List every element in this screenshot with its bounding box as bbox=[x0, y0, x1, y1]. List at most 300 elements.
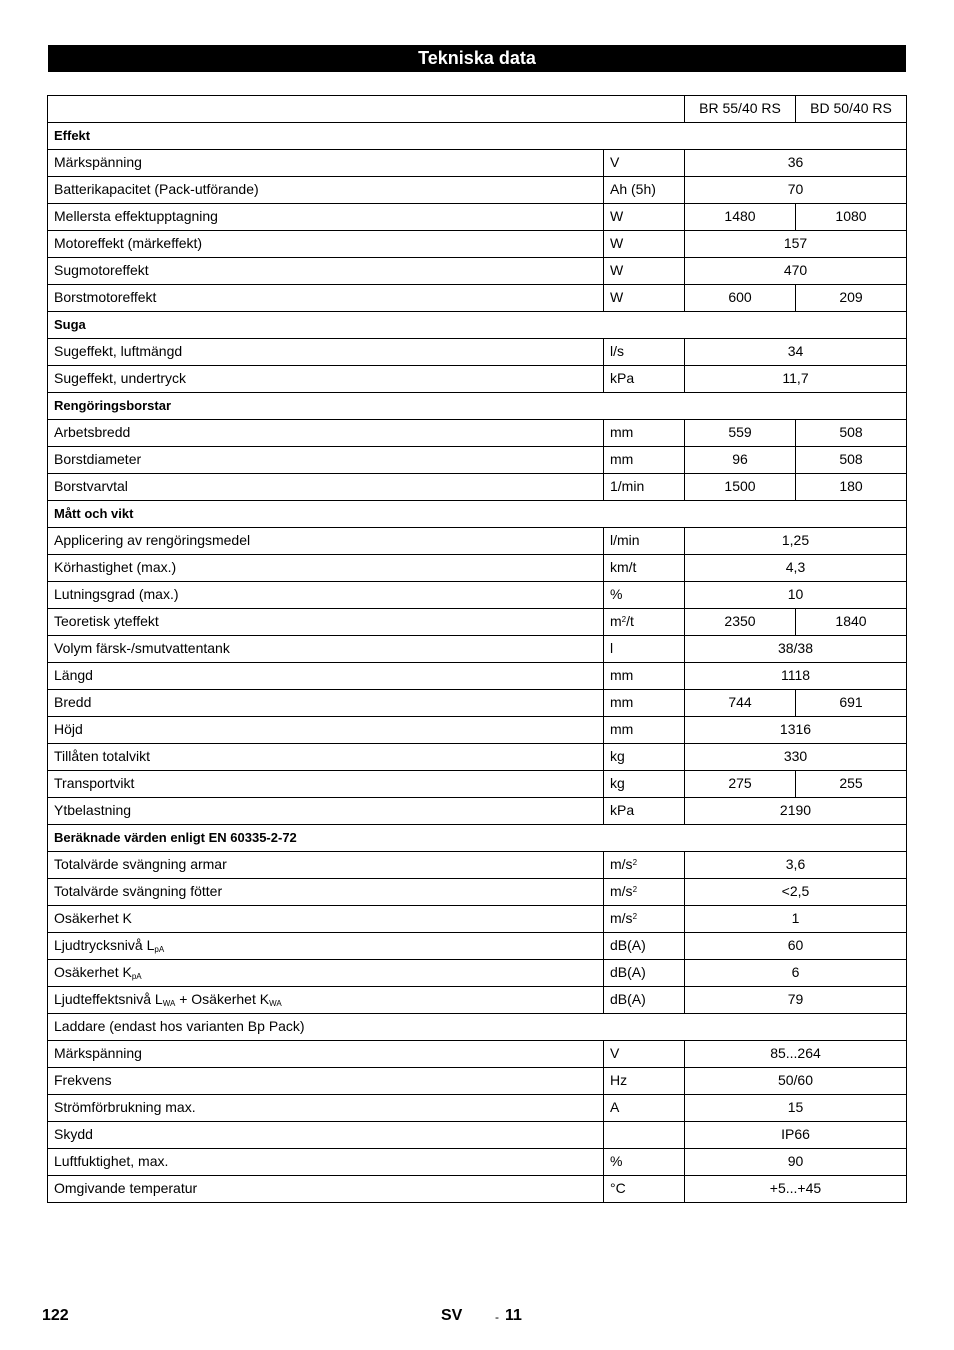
spec-unit-text bbox=[610, 208, 623, 224]
table-row bbox=[48, 582, 907, 609]
spec-value-shared: 10 bbox=[685, 582, 907, 609]
spec-value-br: 1480 bbox=[685, 204, 796, 231]
label-main: Totalvärde svängning armar bbox=[54, 856, 227, 873]
model-header-br: BR 55/40 RS bbox=[685, 96, 796, 123]
table-row bbox=[48, 285, 907, 312]
spec-unit bbox=[604, 366, 685, 393]
label-main: Sugeffekt, luftmängd bbox=[54, 343, 183, 360]
spec-unit bbox=[604, 717, 685, 744]
label-main: Skydd bbox=[54, 1126, 93, 1143]
spec-unit-text bbox=[610, 181, 656, 197]
table-row bbox=[48, 177, 907, 204]
spec-label-text bbox=[54, 1045, 142, 1061]
spec-value-bd: 1080 bbox=[796, 204, 907, 231]
spec-unit-text bbox=[610, 964, 646, 980]
spec-unit-text bbox=[610, 991, 646, 1007]
spec-label-text bbox=[54, 478, 128, 494]
section-heading-row bbox=[48, 312, 907, 339]
spec-unit bbox=[604, 690, 685, 717]
table-row bbox=[48, 879, 907, 906]
spec-label bbox=[48, 906, 604, 933]
spec-unit-text bbox=[610, 559, 636, 575]
spec-unit-text bbox=[610, 883, 637, 899]
spec-label bbox=[48, 474, 604, 501]
spec-label bbox=[48, 339, 604, 366]
unit-main: mm bbox=[610, 451, 634, 468]
spec-value-shared: 38/38 bbox=[685, 636, 907, 663]
spec-unit bbox=[604, 177, 685, 204]
label-main: Totalvärde svängning fötter bbox=[54, 883, 223, 900]
unit-main: Ah (5h) bbox=[610, 181, 656, 198]
spec-label-text bbox=[54, 370, 186, 386]
label-main: Borstdiameter bbox=[54, 451, 142, 468]
spec-unit-text bbox=[610, 424, 633, 440]
spec-unit-text bbox=[610, 478, 644, 494]
label-main: Märkspänning bbox=[54, 154, 142, 171]
spec-value-bd: 508 bbox=[796, 420, 907, 447]
unit-main: % bbox=[610, 586, 623, 603]
label-main: Volym färsk-/smutvattentank bbox=[54, 640, 230, 657]
spec-unit-text bbox=[610, 532, 640, 548]
spec-unit bbox=[604, 663, 685, 690]
section-heading-row bbox=[48, 393, 907, 420]
technical-data-table bbox=[47, 95, 907, 1203]
unit-main: mm bbox=[610, 424, 634, 441]
spec-label-text bbox=[54, 640, 230, 656]
table-row bbox=[48, 474, 907, 501]
unit-main: m/s bbox=[610, 883, 633, 900]
spec-label bbox=[48, 771, 604, 798]
spec-label-text bbox=[54, 532, 250, 548]
unit-main: kg bbox=[610, 748, 625, 765]
spec-label-text bbox=[54, 991, 282, 1007]
unit-main: V bbox=[610, 1045, 620, 1062]
spec-value-shared: 79 bbox=[685, 987, 907, 1014]
spec-unit bbox=[604, 1095, 685, 1122]
page-title: Tekniska data bbox=[48, 45, 906, 72]
spec-label-text bbox=[54, 883, 222, 899]
spec-unit-text bbox=[610, 775, 625, 791]
spec-unit bbox=[604, 231, 685, 258]
spec-label bbox=[48, 555, 604, 582]
table-row bbox=[48, 690, 907, 717]
spec-value-shared: IP66 bbox=[685, 1122, 907, 1149]
table-row bbox=[48, 339, 907, 366]
spec-unit bbox=[604, 1068, 685, 1095]
spec-unit-text bbox=[610, 1180, 626, 1196]
spec-unit bbox=[604, 447, 685, 474]
spec-label bbox=[48, 285, 604, 312]
spec-unit bbox=[604, 987, 685, 1014]
spec-label bbox=[48, 717, 604, 744]
spec-unit bbox=[604, 258, 685, 285]
spec-label-text bbox=[54, 154, 142, 170]
spec-label bbox=[48, 636, 604, 663]
spec-value-shared: 157 bbox=[685, 231, 907, 258]
page-number: 122 bbox=[42, 1307, 69, 1324]
spec-label-text bbox=[54, 1126, 93, 1142]
spec-unit-text bbox=[610, 586, 622, 602]
unit-main: kPa bbox=[610, 370, 635, 387]
spec-label-text bbox=[54, 559, 176, 575]
spec-label-text bbox=[54, 964, 142, 980]
label-main: Sugmotoreffekt bbox=[54, 262, 149, 279]
label-subscript: pA bbox=[131, 971, 142, 981]
table-row bbox=[48, 150, 907, 177]
spec-unit-text bbox=[610, 667, 633, 683]
label-main: Osäkerhet K bbox=[54, 963, 132, 980]
spec-value-br: 275 bbox=[685, 771, 796, 798]
section-heading: Mått och vikt bbox=[48, 501, 907, 528]
spec-label-text bbox=[54, 775, 134, 791]
spec-label bbox=[48, 690, 604, 717]
label-main: Luftfuktighet, max. bbox=[54, 1153, 169, 1170]
spec-label bbox=[48, 150, 604, 177]
spec-label bbox=[48, 933, 604, 960]
spec-label-text bbox=[54, 856, 227, 872]
spec-label bbox=[48, 204, 604, 231]
unit-main: Hz bbox=[610, 1072, 628, 1089]
unit-main: l/s bbox=[610, 343, 624, 360]
spec-unit bbox=[604, 1176, 685, 1203]
section-heading-row bbox=[48, 501, 907, 528]
spec-value-br: 1500 bbox=[685, 474, 796, 501]
spec-unit bbox=[604, 744, 685, 771]
spec-unit bbox=[604, 285, 685, 312]
model-header-bd: BD 50/40 RS bbox=[796, 96, 907, 123]
label-main: Ljudteffektsnivå L bbox=[54, 990, 163, 1007]
spec-value-br: 2350 bbox=[685, 609, 796, 636]
spec-unit bbox=[604, 204, 685, 231]
label-main: Körhastighet (max.) bbox=[54, 559, 177, 576]
spec-label bbox=[48, 798, 604, 825]
spec-label-text bbox=[54, 451, 141, 467]
spec-value-bd: 255 bbox=[796, 771, 907, 798]
spec-unit-text bbox=[610, 640, 613, 656]
spec-unit bbox=[604, 771, 685, 798]
language-code: SV bbox=[441, 1307, 463, 1324]
spec-value-shared: 36 bbox=[685, 150, 907, 177]
spec-label-text bbox=[54, 1099, 196, 1115]
unit-main: W bbox=[610, 235, 624, 252]
unit-main: A bbox=[610, 1099, 620, 1116]
spec-unit-text bbox=[610, 748, 625, 764]
spec-value-shared: 15 bbox=[685, 1095, 907, 1122]
spec-label bbox=[48, 879, 604, 906]
spec-label-text bbox=[54, 424, 130, 440]
label-main: Märkspänning bbox=[54, 1045, 142, 1062]
spec-label-text bbox=[54, 910, 132, 926]
table-row bbox=[48, 258, 907, 285]
label-main: Motoreffekt (märkeffekt) bbox=[54, 235, 203, 252]
spec-unit-text bbox=[610, 235, 623, 251]
spec-unit bbox=[604, 474, 685, 501]
spec-unit-text bbox=[610, 451, 633, 467]
spec-label bbox=[48, 1041, 604, 1068]
spec-label bbox=[48, 852, 604, 879]
table-row bbox=[48, 987, 907, 1014]
spec-label-text bbox=[54, 262, 149, 278]
section-heading-row bbox=[48, 825, 907, 852]
spec-label-text bbox=[54, 721, 83, 737]
table-row bbox=[48, 528, 907, 555]
label-main: Mellersta effektupptagning bbox=[54, 208, 218, 225]
footer-dash: - bbox=[495, 1310, 499, 1324]
spec-label bbox=[48, 1095, 604, 1122]
spec-value-br: 559 bbox=[685, 420, 796, 447]
unit-main: 1/min bbox=[610, 478, 645, 495]
spec-value-shared: 1 bbox=[685, 906, 907, 933]
spec-label bbox=[48, 960, 604, 987]
unit-superscript: 2 bbox=[632, 885, 638, 895]
spec-label bbox=[48, 420, 604, 447]
spec-unit bbox=[604, 906, 685, 933]
spec-unit bbox=[604, 528, 685, 555]
spec-unit-text bbox=[610, 1072, 627, 1088]
spec-value-shared: <2,5 bbox=[685, 879, 907, 906]
spec-value-br: 744 bbox=[685, 690, 796, 717]
spec-value-shared: 34 bbox=[685, 339, 907, 366]
table-row bbox=[48, 609, 907, 636]
spec-label bbox=[48, 582, 604, 609]
spec-label-text bbox=[54, 613, 159, 629]
spec-unit bbox=[604, 1149, 685, 1176]
label-main: Osäkerhet K bbox=[54, 910, 132, 927]
table-row bbox=[48, 906, 907, 933]
spec-value-shared: 70 bbox=[685, 177, 907, 204]
spec-label-text bbox=[54, 181, 259, 197]
unit-main: km/t bbox=[610, 559, 637, 576]
unit-main: W bbox=[610, 262, 624, 279]
spec-unit bbox=[604, 933, 685, 960]
spec-value-shared: 330 bbox=[685, 744, 907, 771]
spec-value-bd: 1840 bbox=[796, 609, 907, 636]
subheading: Laddare (endast hos varianten Bp Pack) bbox=[48, 1014, 907, 1041]
table-row bbox=[48, 555, 907, 582]
spec-unit-text bbox=[610, 613, 634, 629]
unit-main: mm bbox=[610, 721, 634, 738]
spec-label-text bbox=[54, 937, 164, 953]
label-main: Arbetsbredd bbox=[54, 424, 131, 441]
label-main: Transportvikt bbox=[54, 775, 135, 792]
spec-unit-text bbox=[610, 856, 637, 872]
table-row bbox=[48, 852, 907, 879]
spec-unit bbox=[604, 555, 685, 582]
spec-unit-text bbox=[610, 802, 634, 818]
table-row bbox=[48, 744, 907, 771]
spec-value-shared: 1316 bbox=[685, 717, 907, 744]
label-main: Teoretisk yteffekt bbox=[54, 613, 159, 630]
label-main: Lutningsgrad (max.) bbox=[54, 586, 179, 603]
table-row bbox=[48, 663, 907, 690]
spec-unit-text bbox=[610, 694, 633, 710]
spec-value-shared: +5...+45 bbox=[685, 1176, 907, 1203]
spec-label-text bbox=[54, 802, 131, 818]
spec-label-text bbox=[54, 1072, 112, 1088]
spec-label bbox=[48, 1176, 604, 1203]
table-row bbox=[48, 798, 907, 825]
spec-value-bd: 691 bbox=[796, 690, 907, 717]
spec-unit-text bbox=[610, 910, 637, 926]
table-row bbox=[48, 960, 907, 987]
spec-unit bbox=[604, 636, 685, 663]
spec-value-shared: 85...264 bbox=[685, 1041, 907, 1068]
label-main: Höjd bbox=[54, 721, 83, 738]
label-main: Batterikapacitet (Pack-utförande) bbox=[54, 181, 259, 198]
unit-main: dB(A) bbox=[610, 991, 646, 1008]
spec-value-shared: 1118 bbox=[685, 663, 907, 690]
spec-unit bbox=[604, 960, 685, 987]
spec-label-text bbox=[54, 694, 91, 710]
table-row bbox=[48, 933, 907, 960]
spec-unit-text bbox=[610, 1153, 622, 1169]
spec-value-shared: 90 bbox=[685, 1149, 907, 1176]
table-row bbox=[48, 204, 907, 231]
spec-value-shared: 2190 bbox=[685, 798, 907, 825]
unit-main: l bbox=[610, 640, 614, 657]
label-continuation: + Osäkerhet K bbox=[175, 990, 270, 1007]
spec-label-text bbox=[54, 1153, 168, 1169]
spec-label bbox=[48, 258, 604, 285]
spec-label bbox=[48, 987, 604, 1014]
unit-main: mm bbox=[610, 694, 634, 711]
spec-label bbox=[48, 663, 604, 690]
unit-main: l/min bbox=[610, 532, 640, 549]
unit-suffix: /t bbox=[626, 613, 634, 630]
spec-value-bd: 209 bbox=[796, 285, 907, 312]
spec-unit bbox=[604, 852, 685, 879]
label-main: Längd bbox=[54, 667, 93, 684]
spec-value-shared: 470 bbox=[685, 258, 907, 285]
unit-main: dB(A) bbox=[610, 937, 646, 954]
table-row bbox=[48, 420, 907, 447]
spec-unit-text bbox=[610, 721, 633, 737]
unit-main: kg bbox=[610, 775, 625, 792]
spec-unit-text bbox=[610, 1099, 619, 1115]
unit-superscript: 2 bbox=[632, 858, 638, 868]
unit-main: W bbox=[610, 289, 624, 306]
table-row bbox=[48, 366, 907, 393]
spec-unit bbox=[604, 609, 685, 636]
label-main: Bredd bbox=[54, 694, 92, 711]
spec-unit-text bbox=[610, 1045, 619, 1061]
spec-label bbox=[48, 177, 604, 204]
unit-main: kPa bbox=[610, 802, 635, 819]
spec-label bbox=[48, 609, 604, 636]
spec-label bbox=[48, 231, 604, 258]
table-row bbox=[48, 1041, 907, 1068]
table-row bbox=[48, 1176, 907, 1203]
spec-label-text bbox=[54, 748, 150, 764]
section-heading-row bbox=[48, 123, 907, 150]
table-row bbox=[48, 717, 907, 744]
section-heading: Effekt bbox=[48, 123, 907, 150]
section-page-number: 11 bbox=[505, 1307, 522, 1324]
label-main: Omgivande temperatur bbox=[54, 1180, 198, 1197]
table-row bbox=[48, 1068, 907, 1095]
spec-value-shared: 3,6 bbox=[685, 852, 907, 879]
spec-unit-text bbox=[610, 289, 623, 305]
spec-unit bbox=[604, 798, 685, 825]
spec-unit bbox=[604, 1041, 685, 1068]
spec-value-bd: 180 bbox=[796, 474, 907, 501]
unit-main: W bbox=[610, 208, 624, 225]
label-main: Ljudtrycksnivå L bbox=[54, 936, 155, 953]
unit-main: % bbox=[610, 1153, 623, 1170]
spec-label-text bbox=[54, 586, 179, 602]
unit-main: m bbox=[610, 613, 622, 630]
spec-unit bbox=[604, 1122, 685, 1149]
unit-main: °C bbox=[610, 1180, 626, 1197]
spec-label bbox=[48, 447, 604, 474]
section-heading: Suga bbox=[48, 312, 907, 339]
spec-unit bbox=[604, 420, 685, 447]
table-row bbox=[48, 1149, 907, 1176]
unit-main: m/s bbox=[610, 856, 633, 873]
section-heading: Beräknade värden enligt EN 60335-2-72 bbox=[48, 825, 907, 852]
table-row bbox=[48, 231, 907, 258]
table-header-row bbox=[48, 96, 907, 123]
label-subscript: WA bbox=[162, 998, 176, 1008]
unit-main: dB(A) bbox=[610, 964, 646, 981]
spec-unit bbox=[604, 879, 685, 906]
label-main: Applicering av rengöringsmedel bbox=[54, 532, 251, 549]
spec-unit-text bbox=[610, 937, 646, 953]
spec-label-text bbox=[54, 667, 93, 683]
spec-label bbox=[48, 1122, 604, 1149]
spec-label-text bbox=[54, 208, 218, 224]
spec-unit-text bbox=[610, 370, 634, 386]
spec-value-shared: 4,3 bbox=[685, 555, 907, 582]
spec-label-text bbox=[54, 235, 202, 251]
unit-main: m/s bbox=[610, 910, 633, 927]
spec-unit-text bbox=[610, 343, 624, 359]
table-row bbox=[48, 1122, 907, 1149]
table-row bbox=[48, 1095, 907, 1122]
spec-value-shared: 60 bbox=[685, 933, 907, 960]
label-main: Frekvens bbox=[54, 1072, 112, 1089]
label-subscript: WA bbox=[269, 998, 282, 1008]
spec-unit-text bbox=[610, 262, 623, 278]
spec-value-shared: 50/60 bbox=[685, 1068, 907, 1095]
unit-main: V bbox=[610, 154, 620, 171]
label-main: Tillåten totalvikt bbox=[54, 748, 150, 765]
unit-main: mm bbox=[610, 667, 634, 684]
table-row bbox=[48, 771, 907, 798]
table-row bbox=[48, 447, 907, 474]
spec-label bbox=[48, 744, 604, 771]
label-main: Borstvarvtal bbox=[54, 478, 128, 495]
table-row bbox=[48, 636, 907, 663]
spec-value-shared: 1,25 bbox=[685, 528, 907, 555]
spec-label bbox=[48, 1149, 604, 1176]
spec-label bbox=[48, 528, 604, 555]
label-main: Borstmotoreffekt bbox=[54, 289, 157, 306]
spec-label bbox=[48, 1068, 604, 1095]
spec-unit bbox=[604, 582, 685, 609]
spec-label-text bbox=[54, 1180, 197, 1196]
unit-superscript: 2 bbox=[632, 912, 638, 922]
spec-unit bbox=[604, 339, 685, 366]
spec-value-shared: 11,7 bbox=[685, 366, 907, 393]
label-subscript: pA bbox=[154, 944, 165, 954]
header-blank-cell bbox=[48, 96, 685, 123]
section-heading: Rengöringsborstar bbox=[48, 393, 907, 420]
spec-value-br: 96 bbox=[685, 447, 796, 474]
spec-value-bd: 508 bbox=[796, 447, 907, 474]
spec-label-text bbox=[54, 289, 156, 305]
spec-unit-text bbox=[610, 154, 619, 170]
